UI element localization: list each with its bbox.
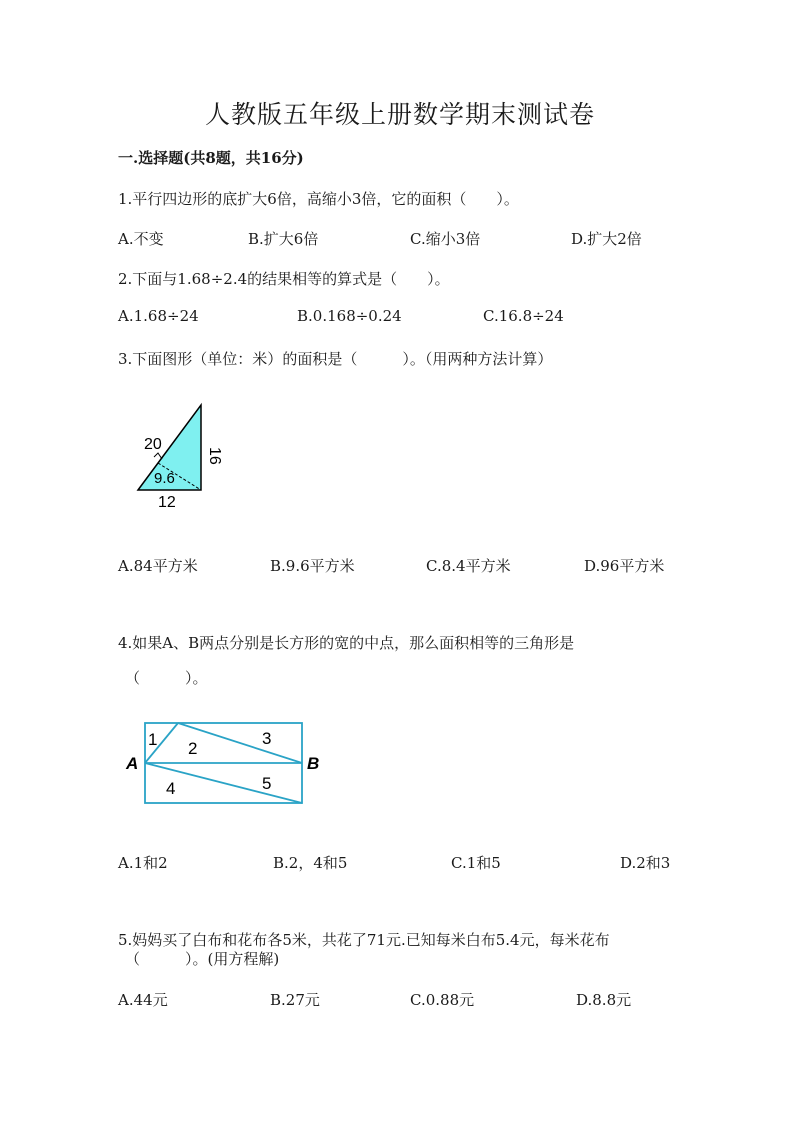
question-5-text: 5.妈妈买了白布和花布各5米，共花了71元.已知每米白布5.4元，每米花布 [118, 931, 610, 949]
q1-option-c[interactable]: C.缩小3倍 [410, 230, 481, 248]
question-5-text-cont: （ ）。(用方程解) [125, 950, 280, 968]
region-label-3: 3 [262, 729, 272, 748]
q2-option-a[interactable]: A.1.68÷24 [118, 307, 199, 325]
region-label-1: 1 [148, 730, 158, 749]
region-label-4: 4 [166, 779, 176, 798]
question-2-text: 2.下面与1.68÷2.4的结果相等的算式是（ ）。 [118, 270, 450, 288]
q3-option-b[interactable]: B.9.6平方米 [270, 557, 355, 575]
q2-option-b[interactable]: B.0.168÷0.24 [297, 307, 402, 325]
right-angle-mark [154, 453, 162, 459]
q4-option-b[interactable]: B.2，4和5 [273, 854, 348, 872]
q2-option-c[interactable]: C.16.8÷24 [483, 307, 564, 325]
q5-option-d[interactable]: D.8.8元 [576, 991, 632, 1009]
q5-option-b[interactable]: B.27元 [270, 991, 320, 1009]
question-1-text: 1.平行四边形的底扩大6倍，高缩小3倍，它的面积（ ）。 [118, 190, 519, 208]
q4-option-c[interactable]: C.1和5 [451, 854, 501, 872]
rectangle-figure [120, 717, 335, 812]
point-b-label: B [307, 754, 320, 773]
region-label-5: 5 [262, 774, 272, 793]
page-title: 人教版五年级上册数学期末测试卷 [204, 100, 595, 129]
point-a-label: A [126, 754, 139, 773]
label-base: 12 [158, 494, 176, 511]
q3-option-d[interactable]: D.96平方米 [584, 557, 665, 575]
q5-option-c[interactable]: C.0.88元 [410, 991, 475, 1009]
q3-option-c[interactable]: C.8.4平方米 [426, 557, 511, 575]
label-hypotenuse: 20 [144, 436, 162, 453]
label-vertical-side: 16 [206, 447, 223, 465]
q3-option-a[interactable]: A.84平方米 [118, 557, 198, 575]
q1-option-d[interactable]: D.扩大2倍 [571, 230, 642, 248]
label-height: 9.6 [154, 470, 175, 487]
q4-option-a[interactable]: A.1和2 [118, 854, 168, 872]
question-4-text: 4.如果A、B两点分别是长方形的宽的中点，那么面积相等的三角形是 [118, 634, 575, 652]
q5-option-a[interactable]: A.44元 [118, 991, 168, 1009]
section-heading: 一.选择题(共8题，共16分) [118, 149, 304, 167]
q1-option-b[interactable]: B.扩大6倍 [248, 230, 319, 248]
question-4-text-cont: （ ）。 [125, 669, 208, 687]
triangle-figure [128, 395, 238, 515]
q4-option-d[interactable]: D.2和3 [620, 854, 671, 872]
q1-option-a[interactable]: A.不变 [118, 230, 164, 248]
region-label-2: 2 [188, 739, 198, 758]
question-3-text: 3.下面图形（单位：米）的面积是（ ）。（用两种方法计算） [118, 350, 553, 368]
